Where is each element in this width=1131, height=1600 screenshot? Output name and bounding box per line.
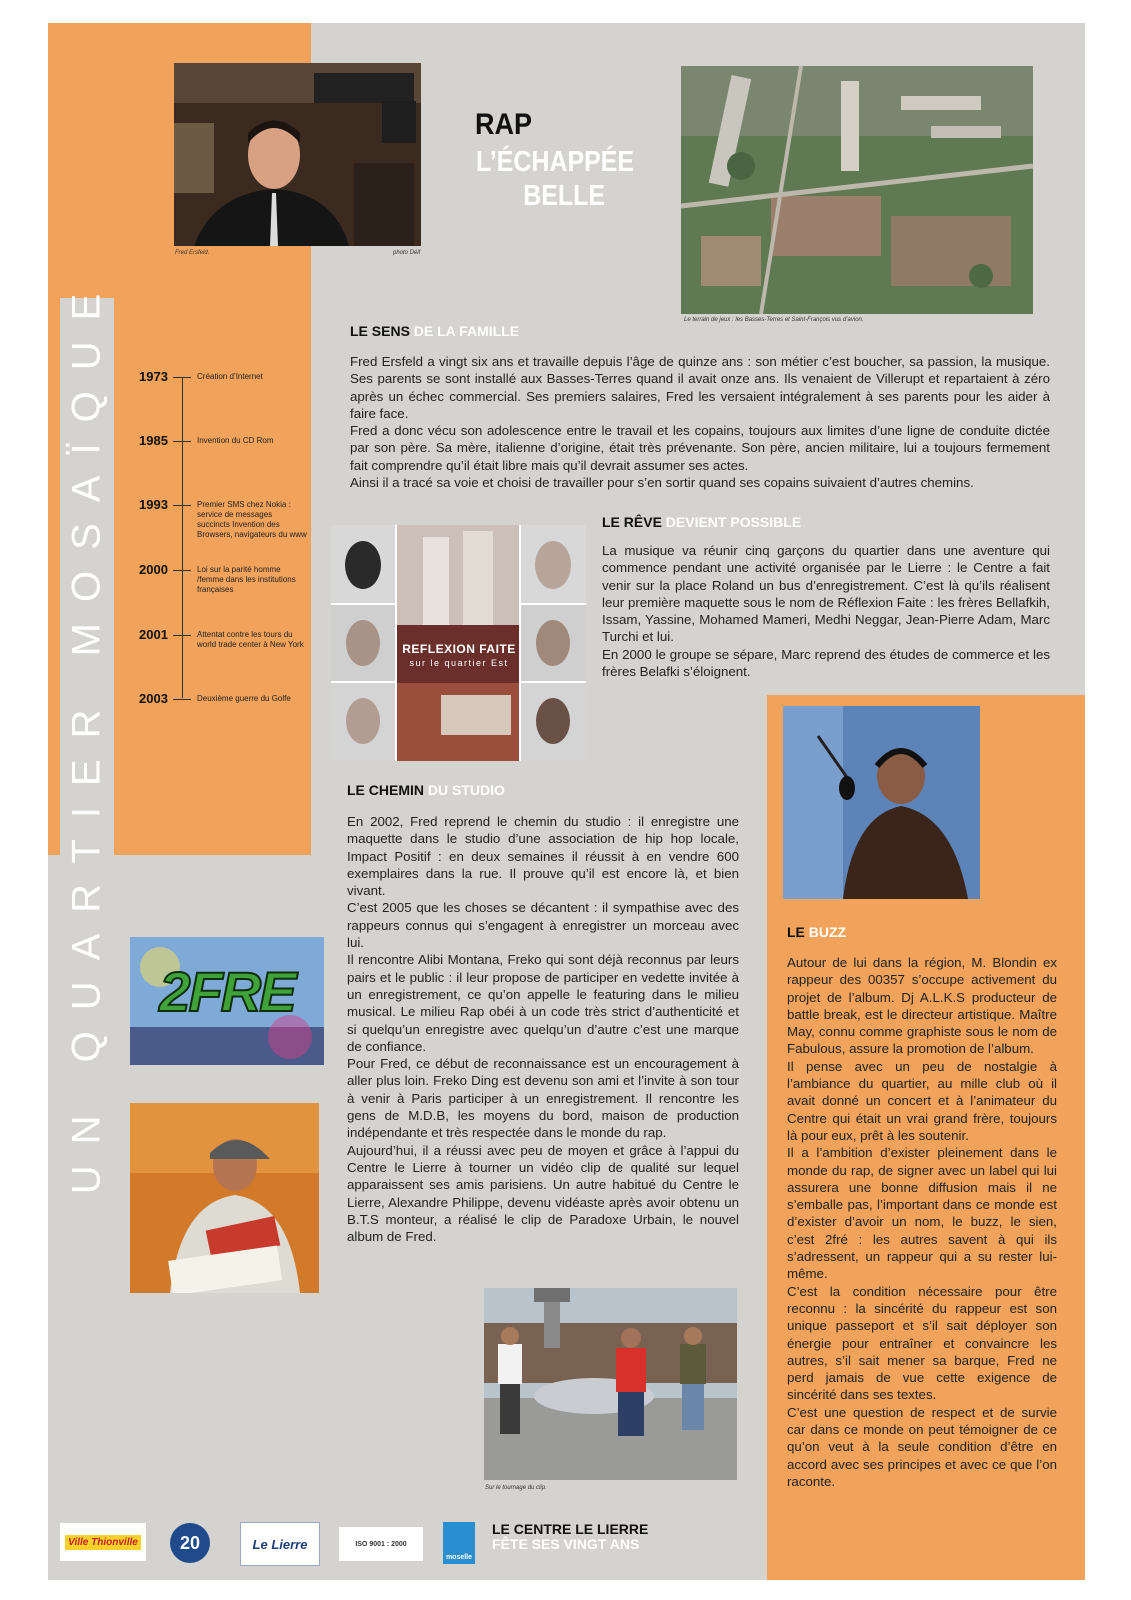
heading-famille: LE SENS DE LA FAMILLE (350, 323, 520, 339)
logo-20-ans: 20 (165, 1522, 215, 1564)
vertical-title: UN QUARTIER MOSAÏQUE (64, 272, 109, 1194)
title-rap: RAP (475, 108, 533, 141)
footer-title: LE CENTRE LE LIERRE FÊTE SES VINGT ANS (492, 1521, 649, 1552)
heading-studio: LE CHEMIN DU STUDIO (347, 782, 505, 798)
caption-photo-credit: photo Déif (393, 250, 421, 256)
title-subtitle: L’ÉCHAPPÉE BELLE (476, 146, 634, 212)
aerial-photo (681, 66, 1033, 314)
rapper-writing-photo (130, 1103, 319, 1293)
logo-moselle: moselle (443, 1522, 475, 1564)
text-studio: En 2002, Fred reprend le chemin du studio : il enregistre une maquette dans le studio d’une association de hip hop locale, Impact Positif : en deux semaines il réussit à en vendre 600 exemplaires dans la rue. Il prouve qu’il est encore là, et bien vivant. C’est 2005 que les choses se décantent : il sympathise avec des rappeurs connus qui s’engagent à enregistrer un morceau avec lui. Il rencontre Alibi Montana, Freko qui sont déjà reconnus par leurs pairs et le public : il leur propose de participer en vedette invitée à un enregistrement, ce qu’on appelle le featuring dans le milieu musical. Le milieu Rap obéi à un code très strict d’authenticité et si quelqu’un enregistre avec quelqu’un d’autre c’est une marque de confiance. Pour Fred, ce début de reconnaissance est un encouragement à aller plus loin. Freko Ding est devenu son ami et l’invite à son tour à venir à Paris participer à un enregistrement. Il rencontre les gens de M.D.B, les moyens du bord, maison de production indépendante et très respectée dans le monde du rap. Aujourd’hui, il a réussi avec peu de moyen et grâce à l’appui du Centre le Lierre à tourner un vidéo clip de qualité sur lequel apparaissent ses amis parisiens. Un autre habitué du Centre le Lierre, Alexandre Philippe, devenu vidéaste après avoir obtenu un B.T.S monteur, a réalisé le clip de Paradoxe Urbain, le nouvel album de Fred. (347, 814, 739, 1245)
collage-subtitle: sur le quartier Est (409, 658, 509, 668)
heading-reve: LE RÊVE DEVIENT POSSIBLE (602, 514, 802, 530)
caption-aerial: Le terrain de jeux : les Basses-Terres et Saint-François vus d’avion. (684, 317, 864, 323)
clip-shooting-photo (484, 1288, 737, 1480)
collage-reflexion-faite (331, 525, 586, 761)
collage-title: REFLEXION FAITE (402, 642, 516, 656)
portrait-photo (174, 63, 421, 246)
heading-buzz: LE BUZZ (787, 924, 847, 940)
timeline: 1973 Création d’Internet 1985 Invention du CD Rom 1993 Premier SMS chez Nokia : service de messages succincts Invention des Browsers, navigateurs du www 2000 Loi sur la parité homme /femme dans les institutions françaises 2001 Attentat contre les tours du world trade center à New York 2003 Deuxième guerre du Golfe (139, 369, 307, 706)
graffiti-text: 2FRE (159, 960, 295, 1023)
caption-fred-name: Fred Ersfeld. (175, 250, 210, 256)
logo-ville-thionville: Ville Thionville (60, 1523, 146, 1561)
text-famille: Fred Ersfeld a vingt six ans et travaille depuis l’âge de quinze ans : son métier c’est boucher, sa passion, la musique. Ses parents se sont installé aux Basses-Terres quand il avait onze ans. Ils venaient de Villerupt et repartaient à zéro après un échec commercial. Ses premiers salaires, Fred les versaient intégralement à ses parents pour les aider à faire face. Fred a donc vécu son adolescence entre le travail et les copains, toujours aux limites d’une ligne de conduite dictée par son père. Sa mère, italienne d’origine, était très prévenante. Son père, ancien militaire, lui a toujours fermement fait comprendre qu’il était libre mais qu’il devrait assumer ses actes. Ainsi il a tracé sa voie et choisi de travailler pour s’en sortir quand ses copains suivaient d’autres chemins. (350, 354, 1050, 491)
graffiti-photo (130, 937, 324, 1065)
logo-le-lierre: Le Lierre (240, 1522, 320, 1566)
timeline-axis (182, 378, 183, 698)
text-buzz: Autour de lui dans la région, M. Blondin ex rappeur des 00357 s’occupe activement du projet de l’album. Dj A.L.K.S producteur de battle break, est le directeur artistique. Maître May, connu comme graphiste sous le nom de Fabulous, assure la promotion de l’album. Il pense avec un peu de nostalgie à l’ambiance du quartier, au mille club où il avait donné un concert et à l’animateur du Centre qui était un vrai grand frère, toujours là pour eux, prêt à les soutenir. Il a l’ambition d’exister pleinement dans le monde du rap, de signer avec un label qui lui assurera une bonne diffusion mais il ne s’emballe pas, l’important dans ce monde est d’exister d’avoir un nom, le buzz, le sien, c’est 2fré : les autres savent à qui ils s’adressent, un rappeur qui a su rester lui-même. C’est la condition nécessaire pour être reconnu : la sincérité du rappeur est son unique passeport et s’il sait déployer son énergie pour entraîner et convaincre les autres, s’il sait mener sa barque, Fred ne perd jamais de vue cette exigence de sincérité dans ses textes. C’est une question de respect et de survie car dans ce monde on peut témoigner de ce qu’on veut à la seule condition d’être en accord avec ses principes et avec ce que l’on raconte. (787, 955, 1057, 1489)
caption-clip: Sur le tournage du clip. (485, 1485, 547, 1491)
text-reve: La musique va réunir cinq garçons du quartier dans une aventure qui commence pendant une activité organisée par le Lierre : le Centre a fait venir sur la place Roland un bus d’enregistrement. C’est là qu’ils réalisent leur première maquette sous le nom de Réflexion Faite : les frères Bellafkih, Issam, Yassine, Mohamed Mameri, Medhi Neggar, Jean-Pierre Adam, Marc Turchi et lui. En 2000 le groupe se sépare, Marc reprend des études de commerce et les frères Belafki s’éloignent. (602, 543, 1050, 680)
studio-photo (783, 706, 980, 899)
logo-iso: ISO 9001 : 2000 (339, 1527, 423, 1561)
